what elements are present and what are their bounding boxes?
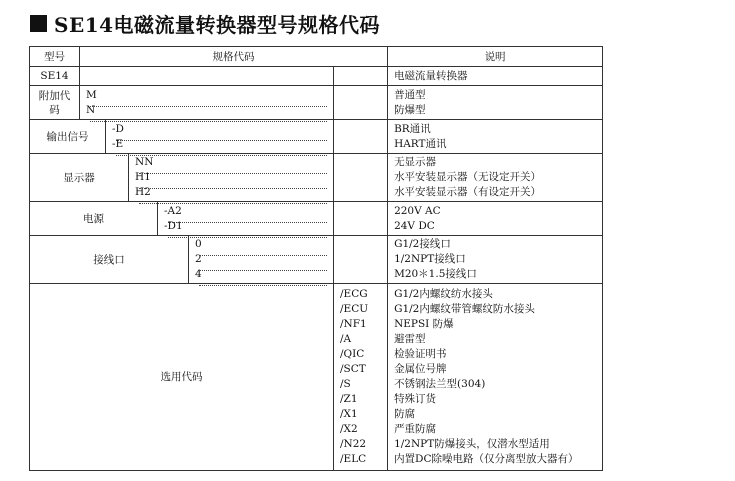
option-desc: G1/2内螺纹带管螺纹防水接头 — [394, 303, 535, 315]
option-desc: 避雷型 — [394, 333, 426, 345]
option-code: /Z1 — [340, 393, 358, 405]
title-square-icon — [30, 15, 47, 32]
wiring-label: 接线口 — [30, 236, 189, 284]
display-codes — [129, 154, 334, 202]
display-code: H2 — [135, 186, 151, 198]
option-desc: 防腐 — [394, 408, 416, 420]
power-label: 电源 — [30, 202, 158, 236]
attached-codes — [80, 86, 334, 120]
page-title — [30, 6, 380, 40]
output-desc: HART通讯 — [394, 137, 447, 150]
display-code: NN — [135, 156, 154, 168]
attached-descs — [388, 86, 603, 120]
output-option-empty — [334, 120, 388, 154]
options-label: 选用代码 — [30, 284, 334, 471]
option-desc: G1/2内螺纹纺水接头 — [394, 288, 493, 300]
display-desc: 水平安装显示器（有设定开关） — [394, 186, 542, 198]
option-code: /QIC — [340, 348, 365, 360]
power-row — [30, 202, 603, 236]
option-code: /ECG — [340, 288, 368, 300]
header-row — [30, 47, 603, 67]
attached-row — [30, 86, 603, 120]
base-desc: 电磁流量转换器 — [388, 67, 603, 86]
output-code: -D — [112, 122, 124, 135]
option-desc: 检验证明书 — [394, 348, 447, 360]
options-row — [30, 284, 603, 471]
base-option-empty — [334, 67, 388, 86]
attached-code: M — [86, 88, 97, 101]
display-descs — [388, 154, 603, 202]
power-code: -A2 — [164, 204, 182, 217]
option-code: /X1 — [340, 408, 358, 420]
option-desc: 特殊订货 — [394, 393, 437, 405]
wiring-row — [30, 236, 603, 284]
option-desc: 1/2NPT防爆接头，仅潜水型适用 — [394, 438, 550, 450]
attached-option-empty — [334, 86, 388, 120]
spec-table — [29, 46, 603, 471]
display-row — [30, 154, 603, 202]
option-code: /N22 — [340, 438, 367, 450]
output-desc: BR通讯 — [394, 122, 431, 135]
title-text: SE14电磁流量转换器型号规格代码 — [54, 12, 381, 37]
option-code: /S — [340, 378, 351, 390]
option-desc: 严重防腐 — [394, 423, 437, 435]
power-code: -D1 — [164, 219, 183, 232]
power-desc: 220V AC — [394, 204, 441, 217]
power-desc: 24V DC — [394, 219, 435, 232]
attached-label: 附加代码 — [30, 86, 80, 120]
attached-desc: 普通型 — [394, 88, 426, 101]
display-code: H1 — [135, 171, 151, 183]
attached-code: N — [86, 103, 96, 116]
options-codes — [334, 284, 388, 471]
attached-desc: 防爆型 — [394, 103, 426, 116]
option-code: /ELC — [340, 453, 367, 465]
display-option-empty — [334, 154, 388, 202]
output-descs — [388, 120, 603, 154]
header-spec: 规格代码 — [80, 47, 388, 67]
option-code: /SCT — [340, 363, 366, 375]
wiring-desc: G1/2接线口 — [394, 238, 451, 250]
option-desc: 金属位号牌 — [394, 363, 447, 375]
option-desc: 不锈钢法兰型(304) — [394, 378, 486, 390]
wiring-code: 2 — [195, 253, 202, 265]
header-model: 型号 — [30, 47, 80, 67]
wiring-option-empty — [334, 236, 388, 284]
options-descs — [388, 284, 603, 471]
wiring-code: 0 — [195, 238, 202, 250]
display-desc: 水平安装显示器（无设定开关） — [394, 171, 542, 183]
base-row — [30, 67, 603, 86]
wiring-desc: M20＊1.5接线口 — [394, 268, 477, 280]
header-desc: 说明 — [388, 47, 603, 67]
power-option-empty — [334, 202, 388, 236]
wiring-desc: 1/2NPT接线口 — [394, 253, 466, 265]
output-codes — [106, 120, 334, 154]
output-code: -E — [112, 137, 124, 150]
output-row — [30, 120, 603, 154]
base-spec-empty — [80, 67, 334, 86]
wiring-codes — [189, 236, 334, 284]
option-code: /NF1 — [340, 318, 367, 330]
power-descs — [388, 202, 603, 236]
power-codes — [158, 202, 334, 236]
output-label: 输出信号 — [30, 120, 106, 154]
wiring-descs — [388, 236, 603, 284]
display-desc: 无显示器 — [394, 156, 437, 168]
option-code: /ECU — [340, 303, 369, 315]
option-code: /A — [340, 333, 352, 345]
wiring-code: 4 — [195, 268, 202, 280]
option-code: /X2 — [340, 423, 358, 435]
display-label: 显示器 — [30, 154, 129, 202]
option-desc: 内置DC除噪电路（仅分离型放大器有） — [394, 453, 579, 465]
base-model: SE14 — [30, 67, 80, 86]
option-desc: NEPSI 防爆 — [394, 318, 454, 330]
